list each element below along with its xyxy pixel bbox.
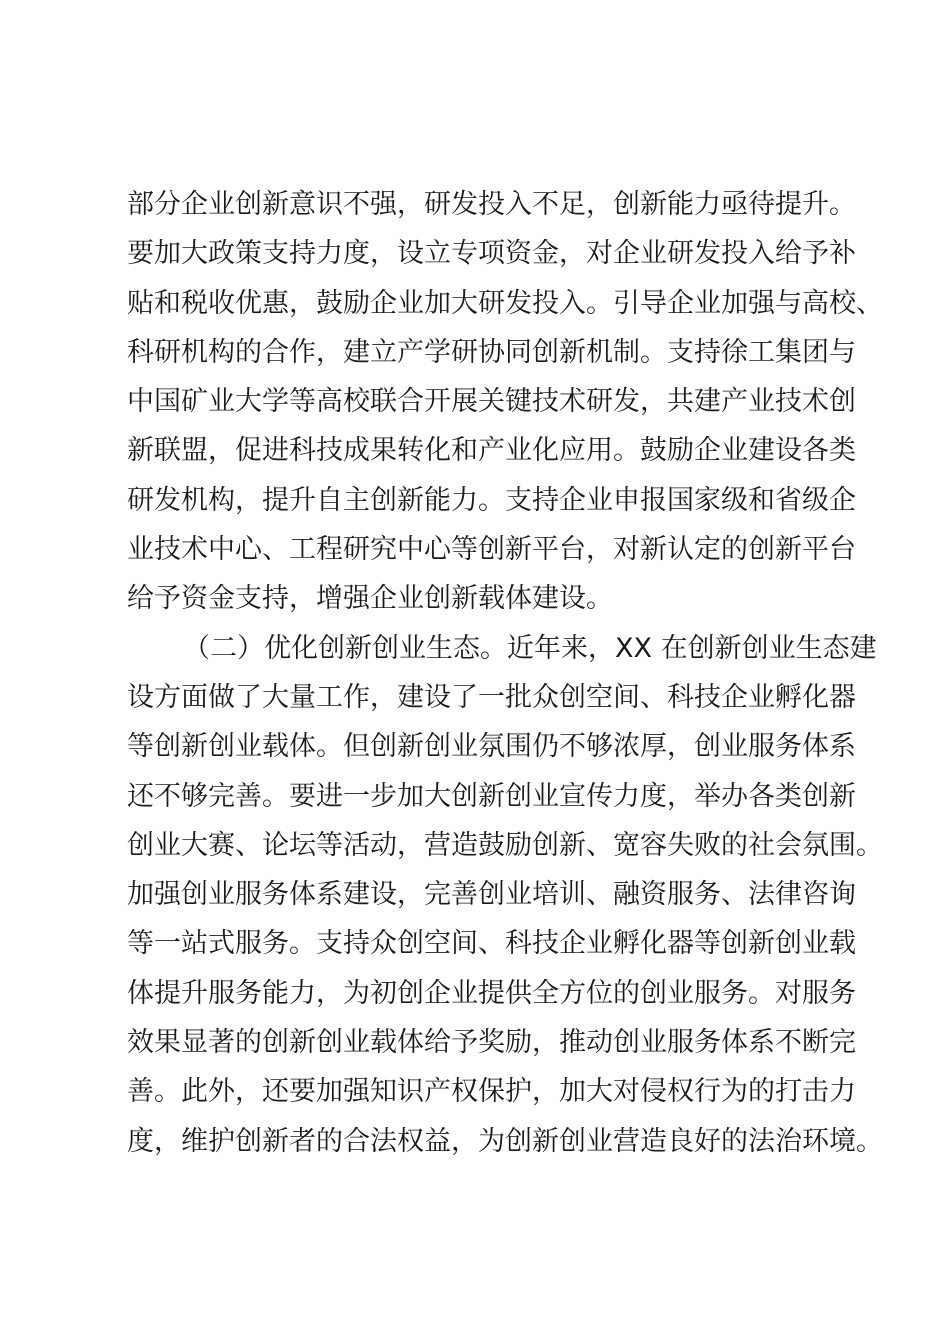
text-line: 创业大赛、论坛等活动，营造鼓励创新、宽容失败的社会氛围。 [127, 829, 883, 861]
text-line: 研发机构，提升自主创新能力。支持企业申报国家级和省级企 [127, 484, 856, 516]
body-text [127, 180, 883, 1166]
text-line: 度，维护创新者的合法权益，为创新创业营造良好的法治环境。 [127, 1125, 883, 1157]
text-line: 等一站式服务。支持众创空间、科技企业孵化器等创新创业载 [127, 928, 856, 960]
text-line: 要加大政策支持力度，设立专项资金，对企业研发投入给予补 [127, 238, 856, 270]
text-line: 善。此外，还要加强知识产权保护，加大对侵权行为的打击力 [127, 1076, 856, 1108]
text-line: 科研机构的合作，建立产学研协同创新机制。支持徐工集团与 [127, 336, 856, 368]
text-line: 设方面做了大量工作，建设了一批众创空间、科技企业孵化器 [127, 681, 856, 713]
text-line: 部分企业创新意识不强，研发投入不足，创新能力亟待提升。 [127, 189, 856, 220]
text-line: 中国矿业大学等高校联合开展关键技术研发，共建产业技术创 [127, 386, 856, 418]
text-line: 效果显著的创新创业载体给予奖励，推动创业服务体系不断完 [127, 1027, 856, 1059]
text-line: 还不够完善。要进一步加大创新创业宣传力度，举办各类创新 [127, 780, 856, 812]
text-line: 等创新创业载体。但创新创业氛围仍不够浓厚，创业服务体系 [127, 731, 856, 763]
text-line: 业技术中心、工程研究中心等创新平台，对新认定的创新平台 [127, 534, 856, 566]
section-heading-line: （二）优化创新创业生态。近年来，XX 在创新创业生态建 [183, 632, 877, 664]
text-line: 给予资金支持，增强企业创新载体建设。 [127, 583, 613, 615]
text-line: 加强创业服务体系建设，完善创业培训、融资服务、法律咨询 [127, 879, 856, 911]
text-line: 新联盟，促进科技成果转化和产业化应用。鼓励企业建设各类 [127, 435, 856, 467]
text-line: 贴和税收优惠，鼓励企业加大研发投入。引导企业加强与高校、 [127, 287, 883, 319]
text-line: 体提升服务能力，为初创企业提供全方位的创业服务。对服务 [127, 977, 856, 1009]
